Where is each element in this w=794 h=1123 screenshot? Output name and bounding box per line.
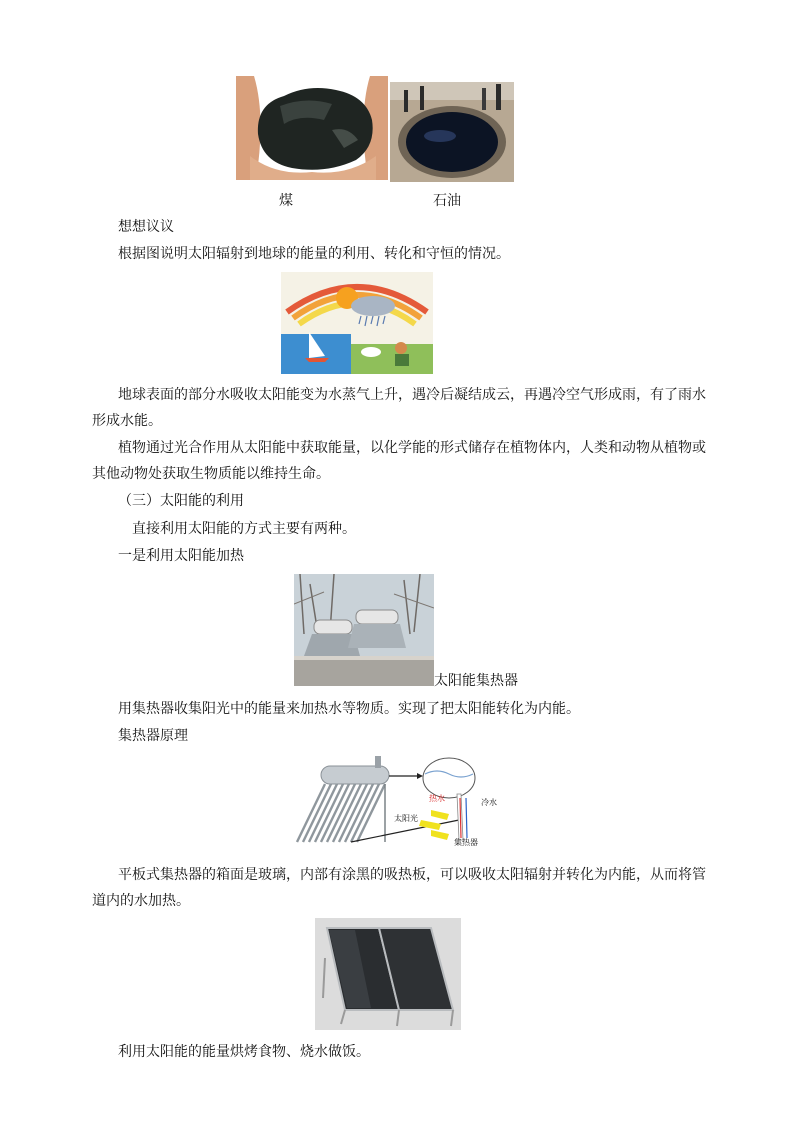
flat-plate-line-1: 平板式集热器的箱面是玻璃，内部有涂黑的吸热板，可以吸收太阳辐射并转化为内能，从而将管 [118,867,706,883]
para-plant-line-1: 植物通过光合作用从太阳能中获取能量，以化学能的形式储存在植物体内，人类和动物从植物或 [118,440,706,456]
way-one: 一是利用太阳能加热 [118,548,244,564]
oil-well-photo [390,82,514,182]
prompt-sun: 根据图说明太阳辐射到地球的能量的利用、转化和守恒的情况。 [118,246,510,262]
heading-think: 想想议议 [118,219,174,235]
direct-ways: 直接利用太阳能的方式主要有两种。 [132,521,356,537]
para-plant-line-2: 其他动物处获取生物质能以维持生命。 [92,466,330,482]
solar-collector-photo [294,574,434,686]
para-water-line-2: 形成水能。 [92,413,162,429]
sunlight-label: 太阳光 [394,814,418,823]
coal-photo [236,76,388,180]
para-water-line-1: 地球表面的部分水吸收太阳能变为水蒸气上升，遇冷后凝结成云，再遇冷空气形成雨，有了雨水 [118,387,706,403]
collector-label: 集热器 [454,838,478,847]
collector-caption: 太阳能集热器 [434,673,518,689]
coal-caption: 煤 [279,193,293,209]
cold-water-label: 冷水 [481,798,497,807]
principle-heading: 集热器原理 [118,728,188,744]
cooking-text: 利用太阳能的能量烘烤食物、烧水做饭。 [118,1044,370,1060]
collector-desc: 用集热器收集阳光中的能量来加热水等物质。实现了把太阳能转化为内能。 [118,701,580,717]
flat-plate-collector-photo [315,918,461,1030]
oil-caption: 石油 [433,193,461,209]
sun-energy-illustration [281,272,433,374]
flat-plate-line-2: 道内的水加热。 [92,893,190,909]
hot-water-label: 热水 [429,794,445,803]
section-3-title: （三）太阳能的利用 [118,493,244,509]
collector-principle-diagram [291,754,503,850]
